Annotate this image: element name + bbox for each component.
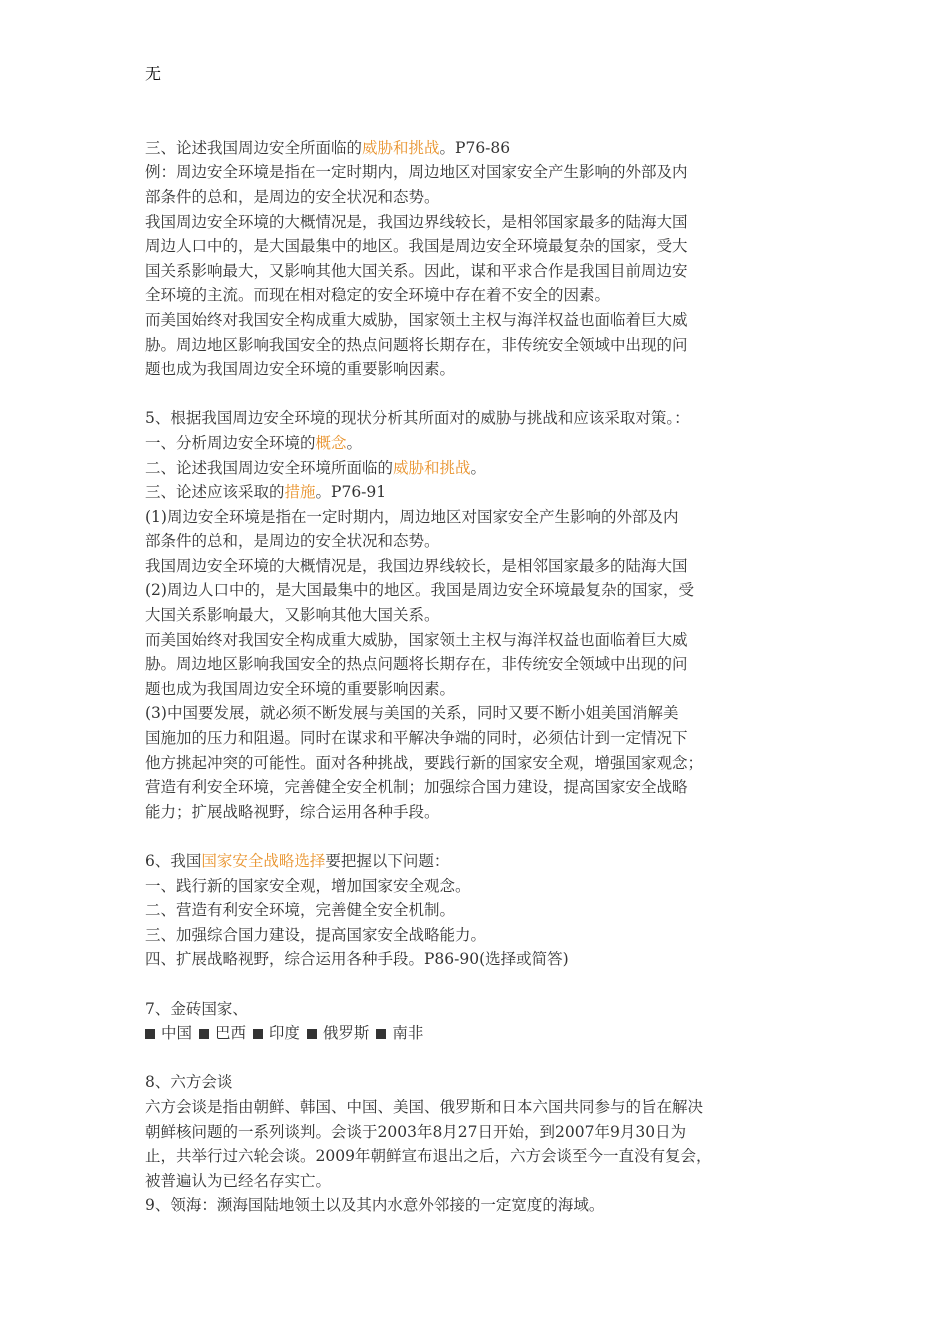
highlight-text: 国家安全战略选择	[201, 852, 326, 870]
doc-line: 周边人口中的，是大国最集中的地区。我国是周边安全环境最复杂的国家，受大	[145, 237, 688, 256]
doc-line	[145, 480, 813, 505]
doc-line: (1)周边安全环境是指在一定时期内，周边地区对国家安全产生影响的外部及内	[145, 507, 679, 526]
doc-line: 四、扩展战略视野，综合运用各种手段。P86-90(选择或简答)	[145, 950, 569, 969]
doc-line	[145, 456, 813, 481]
doc-line: 8、六方会谈	[145, 1073, 233, 1092]
doc-line: 9、领海：濒海国陆地领土以及其内水意外邻接的一定宽度的海域。	[145, 1196, 605, 1215]
doc-line: 我国周边安全环境的大概情况是，我国边界线较长，是相邻国家最多的陆海大国	[145, 556, 688, 575]
brics-item: 俄罗斯	[322, 1024, 370, 1043]
doc-line: 国施加的压力和阻遏。同时在谋求和平解决争端的同时，必须估计到一定情况下	[145, 729, 688, 748]
black-square-icon	[376, 1029, 386, 1039]
doc-line	[145, 849, 813, 874]
black-square-icon	[253, 1029, 263, 1039]
brics-item: 中国	[161, 1024, 193, 1043]
highlight-text: 威胁和挑战	[362, 138, 440, 157]
doc-line: 三、加强综合国力建设，提高国家安全战略能力。	[145, 925, 487, 944]
brics-list	[145, 1021, 813, 1046]
doc-line: 7、金砖国家、	[145, 999, 248, 1018]
doc-line: 无	[145, 64, 162, 83]
highlight-text: 威胁和挑战	[393, 458, 471, 477]
doc-line: 而美国始终对我国安全构成重大威胁，国家领土主权与海洋权益也面临着巨大威	[145, 310, 688, 329]
black-square-icon	[145, 1029, 155, 1039]
highlight-text: 措施	[284, 483, 316, 502]
black-square-icon	[199, 1029, 209, 1039]
doc-line: 全环境的主流。而现在相对稳定的安全环境中存在着不安全的因素。	[145, 286, 611, 305]
text: 要把握以下问题：	[325, 852, 450, 870]
doc-line: 5、根据我国周边安全环境的现状分析其所面对的威胁与挑战和应该采取对策。：	[145, 409, 690, 428]
doc-line: 能力；扩展战略视野，综合运用各种手段。	[145, 802, 440, 821]
text: 三、论述我国周边安全所面临的	[145, 138, 363, 157]
brics-item: 印度	[268, 1024, 300, 1043]
text: 。P76-86	[439, 138, 511, 157]
doc-line: 营造有利安全环境，完善健全安全机制；加强综合国力建设，提高国家安全战略	[145, 778, 688, 797]
doc-line	[145, 136, 813, 161]
doc-line: 他方挑起冲突的可能性。面对各种挑战，要践行新的国家安全观，增强国家观念；	[145, 753, 704, 772]
doc-line: 题也成为我国周边安全环境的重要影响因素。	[145, 679, 456, 698]
text: 6、我国	[145, 852, 202, 870]
doc-line: (2)周边人口中的，是大国最集中的地区。我国是周边安全环境最复杂的国家，受	[145, 581, 694, 600]
doc-line: 朝鲜核问题的一系列谈判。会谈于2003年8月27日开始，到2007年9月30日为	[145, 1122, 687, 1141]
doc-line: 部条件的总和，是周边的安全状况和态势。	[145, 187, 440, 206]
doc-line: (3)中国要发展，就必须不断发展与美国的关系，同时又要不断小姐美国消解美	[145, 704, 679, 723]
text: 。	[346, 433, 363, 452]
doc-line: 六方会谈是指由朝鲜、韩国、中国、美国、俄罗斯和日本六国共同参与的旨在解决	[145, 1097, 704, 1116]
brics-item: 南非	[392, 1024, 424, 1043]
doc-line: 题也成为我国周边安全环境的重要影响因素。	[145, 360, 456, 379]
doc-line: 我国周边安全环境的大概情况是，我国边界线较长，是相邻国家最多的陆海大国	[145, 212, 688, 231]
text: 三、论述应该采取的	[145, 483, 285, 502]
doc-line: 胁。周边地区影响我国安全的热点问题将长期存在，非传统安全领域中出现的问	[145, 335, 688, 354]
doc-line: 胁。周边地区影响我国安全的热点问题将长期存在，非传统安全领域中出现的问	[145, 655, 688, 674]
text: 。	[470, 458, 487, 477]
doc-line: 二、营造有利安全环境，完善健全安全机制。	[145, 901, 456, 920]
text: 。P76-91	[315, 483, 387, 502]
black-square-icon	[307, 1029, 317, 1039]
doc-line: 而美国始终对我国安全构成重大威胁，国家领土主权与海洋权益也面临着巨大威	[145, 630, 688, 649]
doc-line: 国关系影响最大，又影响其他大国关系。因此，谋和平求合作是我国目前周边安	[145, 261, 688, 280]
document-body	[145, 62, 813, 1218]
doc-line: 一、践行新的国家安全观，增加国家安全观念。	[145, 876, 471, 895]
brics-item: 巴西	[214, 1024, 246, 1043]
doc-line: 例：周边安全环境是指在一定时期内，周边地区对国家安全产生影响的外部及内	[145, 163, 688, 182]
highlight-text: 概念	[315, 433, 347, 452]
doc-line: 部条件的总和，是周边的安全状况和态势。	[145, 532, 440, 551]
text: 一、分析周边安全环境的	[145, 433, 316, 452]
doc-line: 被普遍认为已经名存实亡。	[145, 1171, 332, 1190]
doc-line: 止，共举行过六轮会谈。2009年朝鲜宣布退出之后，六方会谈至今一直没有复会，	[145, 1147, 712, 1166]
doc-line: 大国关系影响最大，又影响其他大国关系。	[145, 606, 440, 625]
doc-line	[145, 431, 813, 456]
text: 二、论述我国周边安全环境所面临的	[145, 458, 394, 477]
